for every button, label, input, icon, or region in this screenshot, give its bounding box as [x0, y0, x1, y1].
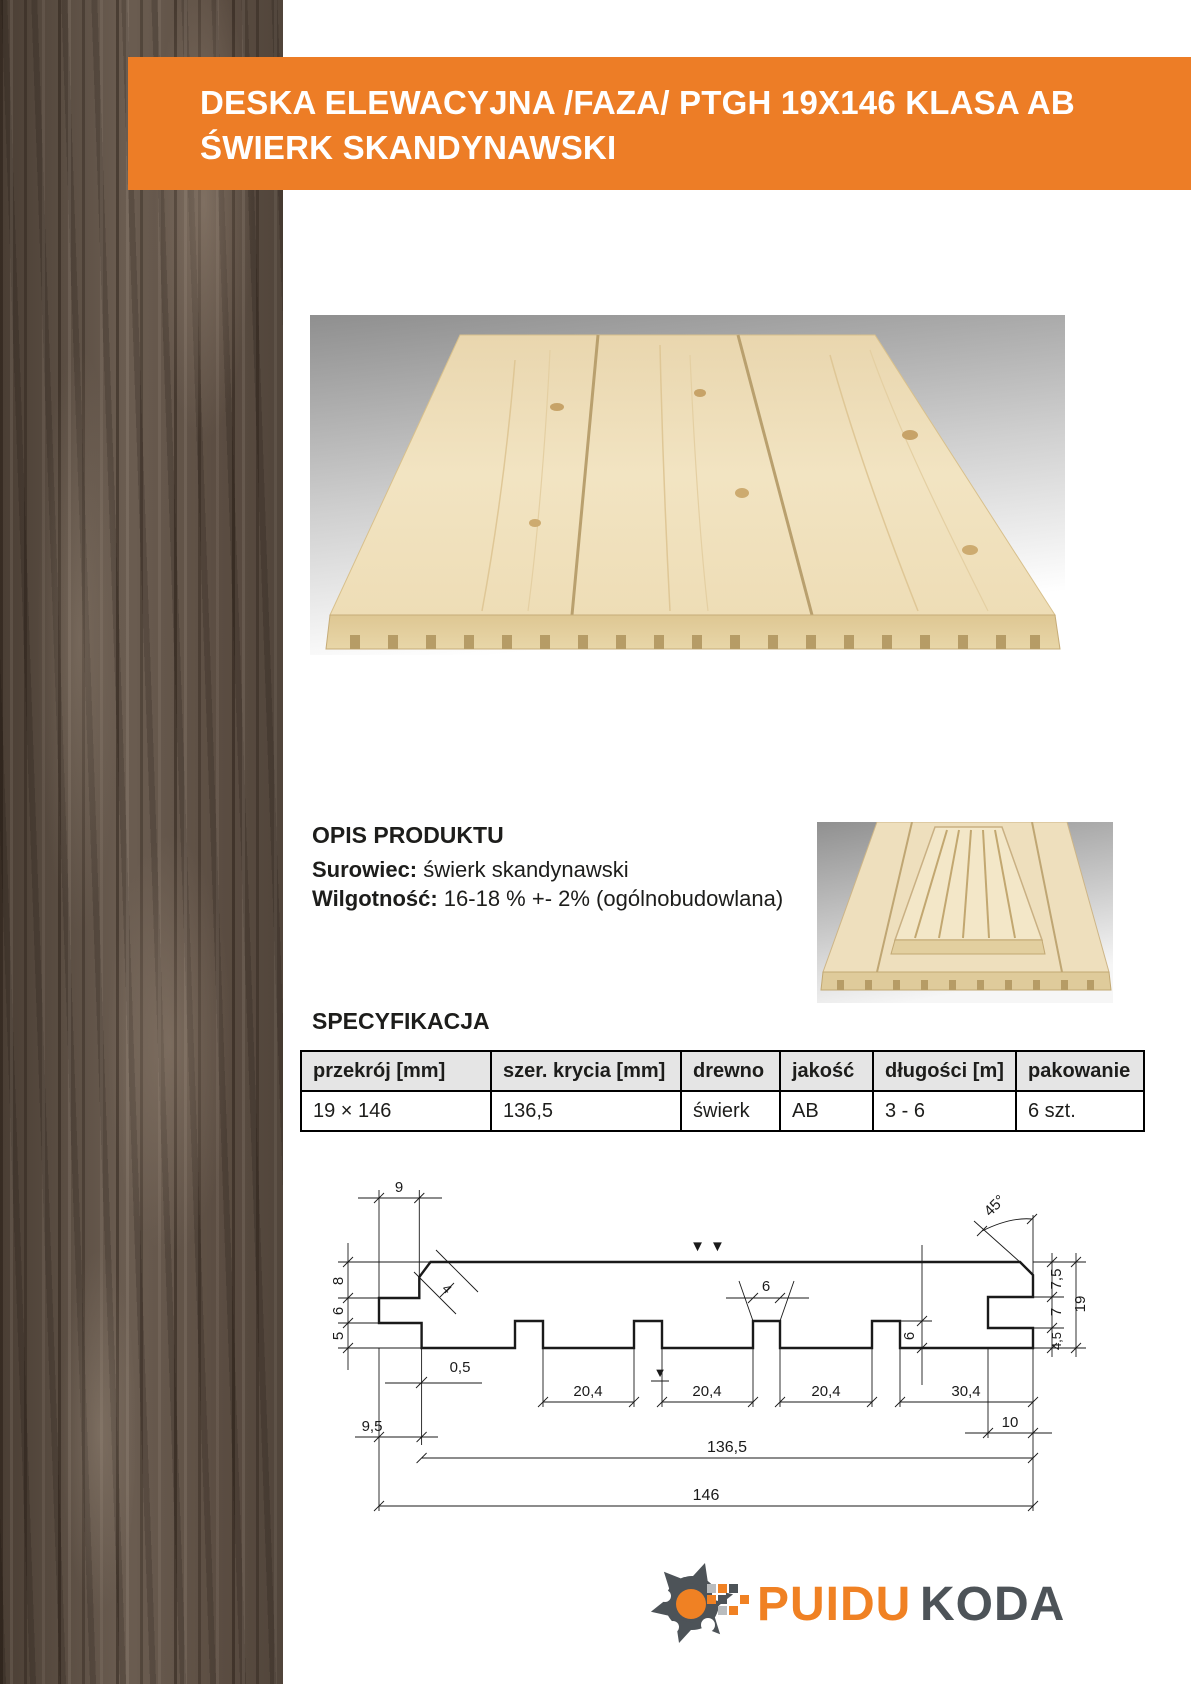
- wilgotnosc-value: 16-18 % +- 2% (ogólnobudowlana): [437, 886, 784, 911]
- description-heading: OPIS PRODUKTU: [312, 822, 504, 848]
- cell-szer-krycia: 136,5: [491, 1091, 681, 1131]
- page-title: [200, 80, 1161, 170]
- dim-label-20-4-c: 20,4: [811, 1383, 841, 1400]
- surowiec-label: Surowiec:: [312, 857, 418, 882]
- dim-label-5: 5: [330, 1331, 347, 1341]
- surface-finish-symbol-top: ▼▼: [690, 1238, 730, 1255]
- cell-drewno: świerk: [681, 1091, 780, 1131]
- cell-jakosc: AB: [780, 1091, 873, 1131]
- dim-label-7-5: 7,5: [1048, 1268, 1065, 1290]
- dim-label-6-top: 6: [761, 1278, 771, 1295]
- dim-label-9-5: 9,5: [361, 1418, 383, 1435]
- technical-drawing: [310, 1085, 1090, 1555]
- dim-label-20-4-a: 20,4: [573, 1383, 603, 1400]
- col-szer-krycia: szer. krycia [mm]: [491, 1051, 681, 1091]
- col-drewno: drewno: [681, 1051, 780, 1091]
- product-description: [312, 822, 792, 913]
- board-profile-outline: [379, 1262, 1033, 1348]
- cell-pakowanie: 6 szt.: [1016, 1091, 1144, 1131]
- dim-label-4: 4: [439, 1280, 456, 1297]
- dim-label-45deg: 45°: [980, 1191, 1009, 1220]
- page-title-line2: ŚWIERK SKANDYNAWSKI: [200, 129, 617, 166]
- cell-przekroj: 19 × 146: [301, 1091, 491, 1131]
- page-title-line1: DESKA ELEWACYJNA /FAZA/ PTGH 19X146 KLASA AB: [200, 84, 1075, 121]
- logo-text-koda: KODA: [920, 1578, 1066, 1631]
- title-banner: [128, 57, 1191, 190]
- logo-text-puidu: PUIDU: [757, 1578, 912, 1631]
- dim-label-10: 10: [1001, 1414, 1019, 1431]
- cell-dlugosci: 3 - 6: [873, 1091, 1016, 1131]
- wilgotnosc-label: Wilgotność:: [312, 886, 438, 911]
- dim-label-0-5: 0,5: [449, 1359, 471, 1376]
- product-photo-small: [817, 822, 1113, 1003]
- dim-label-6-right: 6: [901, 1331, 918, 1341]
- product-photo-main: [310, 315, 1065, 655]
- surowiec-value: świerk skandynawski: [417, 857, 629, 882]
- dim-label-136-5: 136,5: [706, 1439, 748, 1456]
- col-jakosc: jakość: [780, 1051, 873, 1091]
- dim-label-146: 146: [692, 1487, 720, 1504]
- description-line-wilgotnosc: [312, 884, 792, 913]
- col-przekroj: przekrój [mm]: [301, 1051, 491, 1091]
- spec-heading: SPECYFIKACJA: [312, 1008, 490, 1034]
- dim-label-20-4-b: 20,4: [692, 1383, 722, 1400]
- description-line-surowiec: [312, 855, 792, 884]
- dim-label-9: 9: [394, 1179, 404, 1196]
- dim-label-4-5: 4,5: [1049, 1331, 1064, 1351]
- dim-label-30-4: 30,4: [951, 1383, 981, 1400]
- col-dlugosci: długości [m]: [873, 1051, 1016, 1091]
- dim-label-8: 8: [330, 1276, 347, 1286]
- dim-label-6-left: 6: [330, 1306, 347, 1316]
- wood-texture-sidebar: [0, 0, 283, 1684]
- dim-label-7: 7: [1048, 1307, 1065, 1317]
- col-pakowanie: pakowanie: [1016, 1051, 1144, 1091]
- dim-label-19: 19: [1072, 1295, 1089, 1313]
- surface-finish-symbol-mid: ▼: [653, 1365, 667, 1380]
- company-logo: [645, 1558, 1115, 1644]
